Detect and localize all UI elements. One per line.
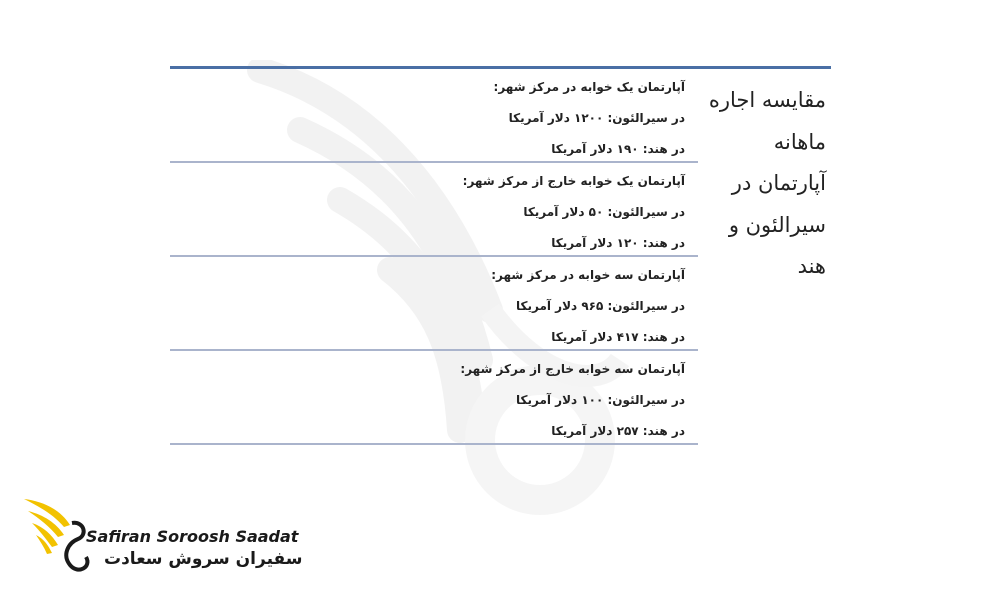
row-title: آپارتمان یک خوابه در مرکز شهر: bbox=[493, 80, 685, 94]
sierra-leone-price: در سیرالئون: ۵۰ دلار آمریکا bbox=[523, 205, 685, 219]
table-row bbox=[170, 69, 698, 163]
sierra-leone-price: در سیرالئون: ۱۲۰۰ دلار آمریکا bbox=[508, 111, 685, 125]
sierra-leone-price: در سیرالئون: ۱۰۰ دلار آمریکا bbox=[515, 393, 685, 407]
india-price: در هند: ۱۹۰ دلار آمریکا bbox=[551, 142, 685, 156]
row-title: آپارتمان سه خوابه خارج از مرکز شهر: bbox=[460, 362, 685, 376]
table-row bbox=[170, 257, 698, 351]
table-row bbox=[170, 163, 698, 257]
sierra-leone-price: در سیرالئون: ۹۶۵ دلار آمریکا bbox=[515, 299, 685, 313]
india-price: در هند: ۲۵۷ دلار آمریکا bbox=[551, 424, 685, 438]
table-row bbox=[170, 351, 698, 445]
logo-persian-text: سفیران سروش سعادت bbox=[104, 549, 303, 569]
page-title: مقایسه اجاره ماهانه آپارتمان در سیرالئون و هند bbox=[708, 88, 826, 278]
india-price: در هند: ۱۲۰ دلار آمریکا bbox=[551, 236, 685, 250]
company-logo bbox=[22, 495, 303, 585]
row-title: آپارتمان سه خوابه در مرکز شهر: bbox=[491, 268, 685, 282]
comparison-table bbox=[170, 69, 698, 445]
india-price: در هند: ۴۱۷ دلار آمریکا bbox=[551, 330, 685, 344]
logo-latin-text: Safiran Soroosh Saadat bbox=[86, 527, 299, 546]
row-title: آپارتمان یک خوابه خارج از مرکز شهر: bbox=[462, 174, 685, 188]
